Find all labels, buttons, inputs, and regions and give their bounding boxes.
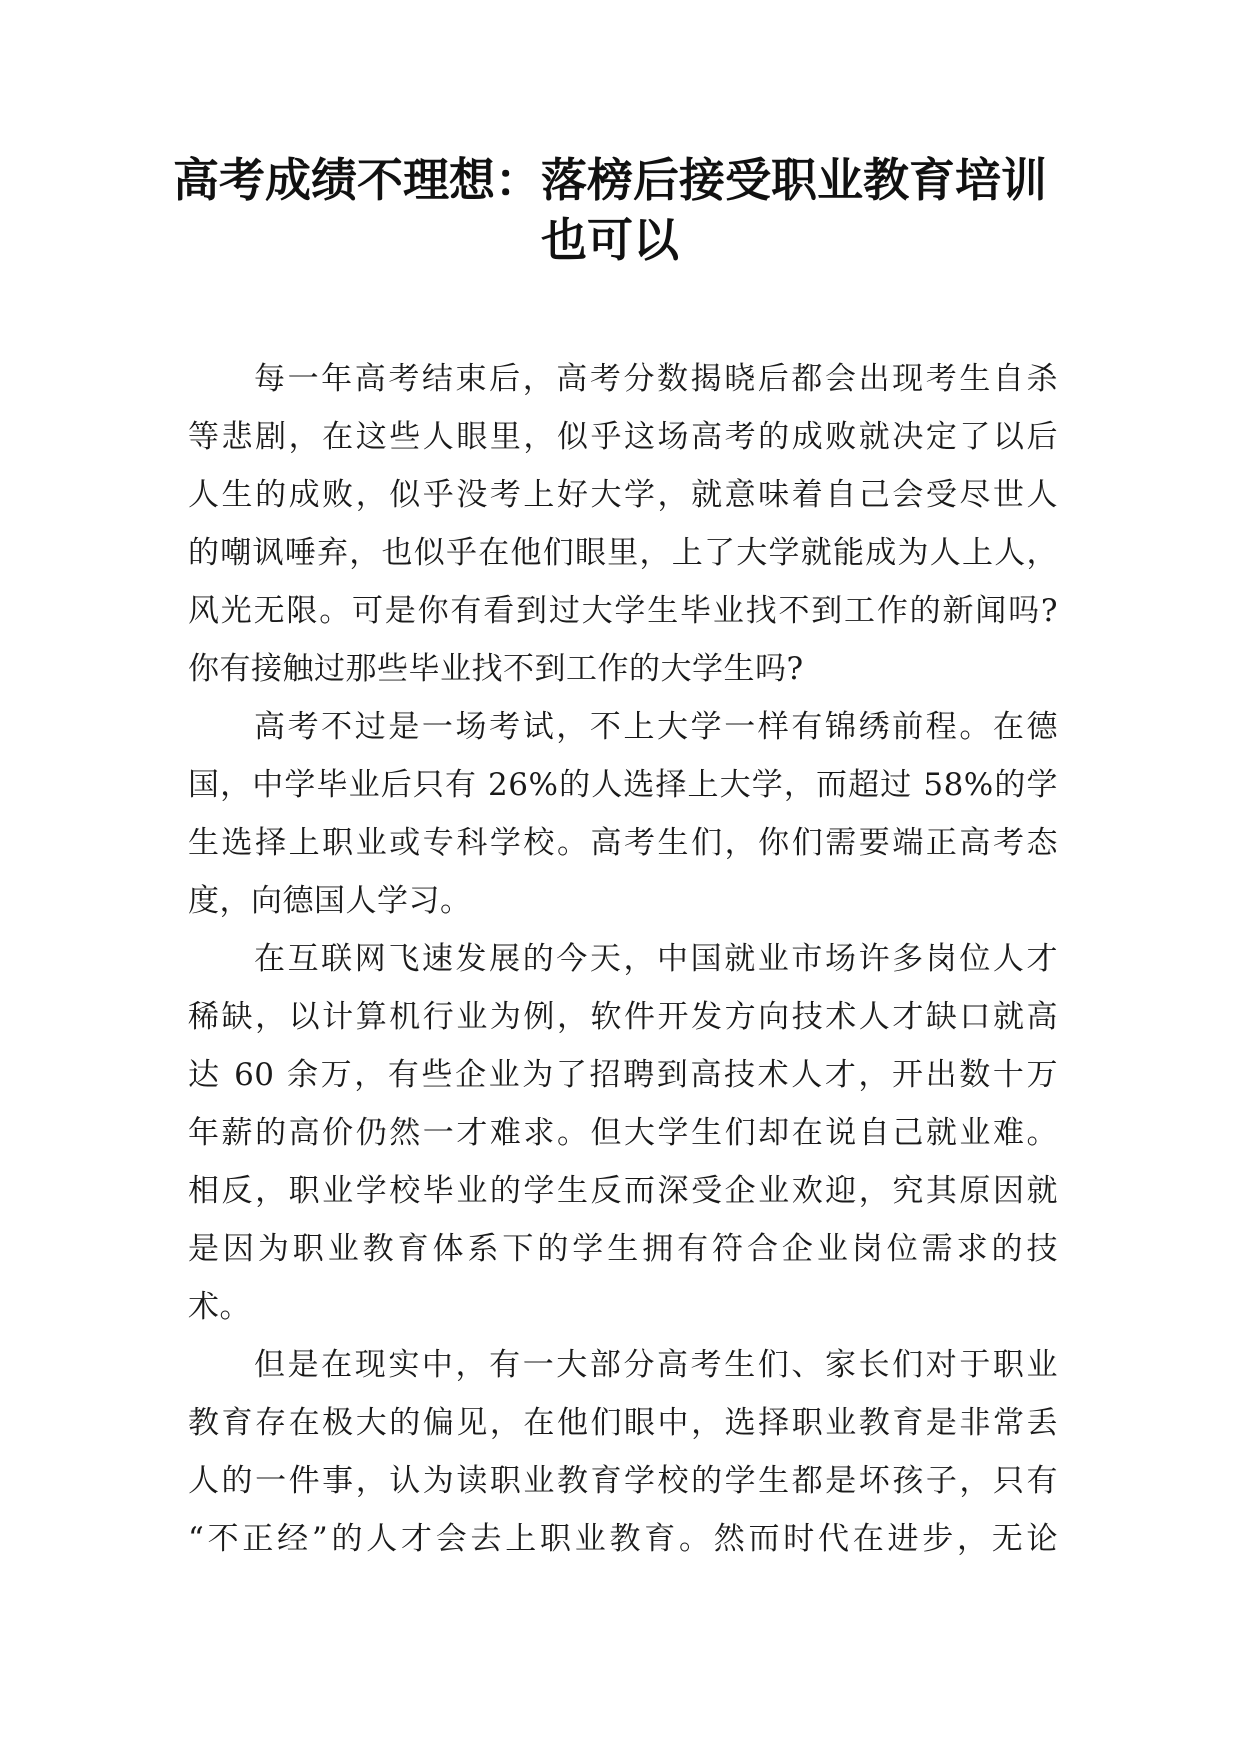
paragraph-4 (188, 1336, 1058, 1568)
paragraph-line: 但是在现实中，有一大部分高考生们、家长们对于职业 (254, 1347, 1058, 1383)
paragraph-line: 达 60 余万，有些企业为了招聘到高技术人才，开出数十万 (188, 1057, 1058, 1093)
paragraph-line: 高考不过是一场考试，不上大学一样有锦绣前程。在德 (254, 709, 1058, 745)
paragraph-line: 等悲剧，在这些人眼里，似乎这场高考的成败就决定了以后 (188, 419, 1058, 455)
title-line-1: 高考成绩不理想：落榜后接受职业教育培训 (173, 153, 1047, 207)
paragraph-line: 人的一件事，认为读职业教育学校的学生都是坏孩子，只有 (188, 1463, 1058, 1499)
paragraph-line: 年薪的高价仍然一才难求。但大学生们却在说自己就业难。 (188, 1115, 1058, 1151)
document-body (188, 350, 1058, 1568)
paragraph-line: 生选择上职业或专科学校。高考生们，你们需要端正高考态 (188, 825, 1058, 861)
paragraph-line: 的嘲讽唾弃，也似乎在他们眼里，上了大学就能成为人上人， (188, 535, 1058, 571)
paragraph-line: 是因为职业教育体系下的学生拥有符合企业岗位需求的技 (188, 1231, 1058, 1267)
paragraph-line: “不正经”的人才会去上职业教育。然而时代在进步，无论 (188, 1521, 1058, 1557)
document-title (150, 150, 1070, 270)
paragraph-line: 风光无限。可是你有看到过大学生毕业找不到工作的新闻吗? (188, 593, 1058, 629)
paragraph-2 (188, 698, 1058, 930)
title-line-2: 也可以 (541, 213, 679, 267)
paragraph-line: 教育存在极大的偏见，在他们眼中，选择职业教育是非常丢 (188, 1405, 1058, 1441)
paragraph-line: 人生的成败，似乎没考上好大学，就意味着自己会受尽世人 (188, 477, 1058, 513)
paragraph-1 (188, 350, 1058, 698)
paragraph-line: 你有接触过那些毕业找不到工作的大学生吗? (188, 651, 804, 687)
paragraph-line: 在互联网飞速发展的今天，中国就业市场许多岗位人才 (254, 941, 1058, 977)
paragraph-line: 稀缺，以计算机行业为例，软件开发方向技术人才缺口就高 (188, 999, 1058, 1035)
paragraph-line: 每一年高考结束后，高考分数揭晓后都会出现考生自杀 (254, 361, 1058, 397)
paragraph-line: 国，中学毕业后只有 26%的人选择上大学，而超过 58%的学 (188, 767, 1058, 803)
paragraph-line: 相反，职业学校毕业的学生反而深受企业欢迎，究其原因就 (188, 1173, 1058, 1209)
paragraph-line: 度，向德国人学习。 (188, 883, 472, 919)
paragraph-line: 术。 (188, 1289, 251, 1325)
paragraph-3 (188, 930, 1058, 1336)
